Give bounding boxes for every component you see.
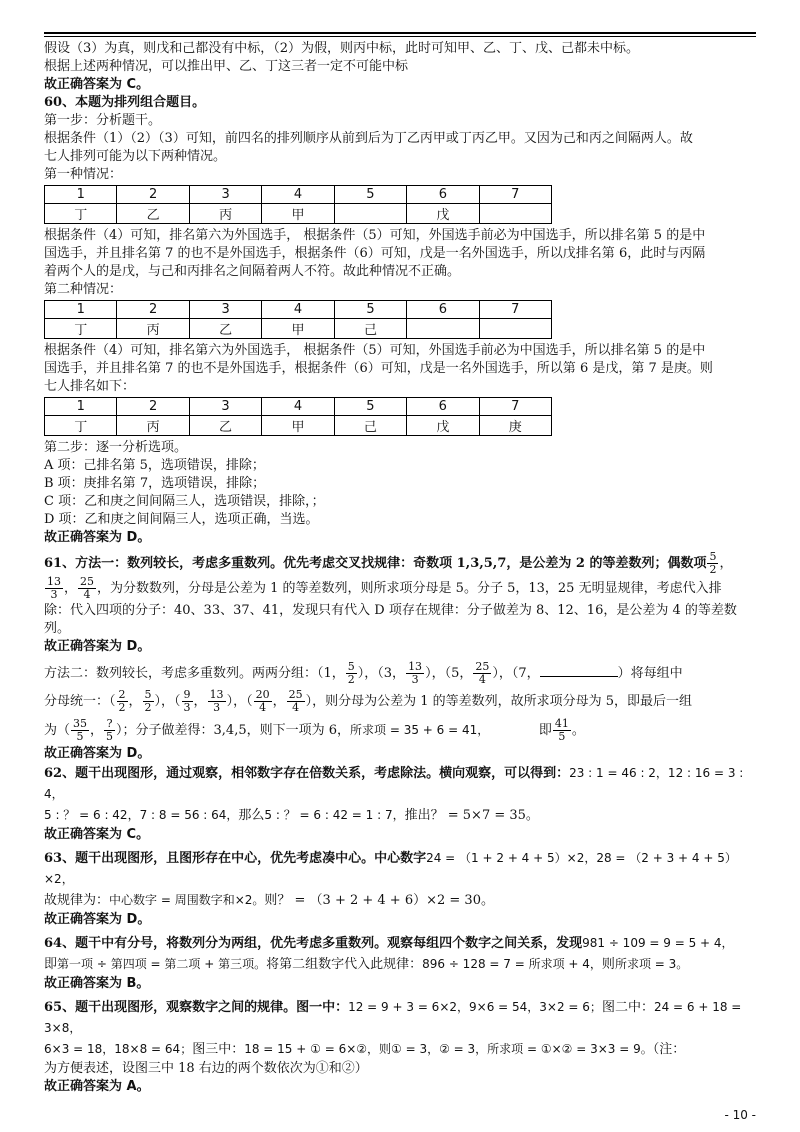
fraction-25-4: $\frac{25}{4}$ [80, 575, 95, 601]
method-2-line [44, 660, 756, 688]
text-line: 根据条件（4）可知，排名第六为外国选手， 根据条件（5）可知，外国选手前必为中国选手，所以排名第 5 的是中 [44, 343, 706, 358]
formula: 则① = 3，② = 3， [379, 1042, 488, 1056]
answer-61-method-2: 故正确答案为 D。 [44, 746, 151, 761]
table-row [45, 416, 552, 436]
text-line: 根据条件（1）（2）（3）可知，前四名的排列顺序从前到后为丁乙丙甲或丁丙乙甲。又因为己和丙之间隔两人。故 [44, 131, 693, 146]
formula: 981 ÷ 109 = 9 = 5 + 4， [582, 936, 734, 950]
table-cell [479, 319, 551, 339]
table-cell: 2 [117, 301, 189, 319]
q63-text: 则？ = （3 + 2 + 4 + 6）×2 = 30。 [264, 893, 494, 908]
question-65-line [44, 997, 756, 1039]
question-61-line: $\frac{13}{3}$ ， $\frac{25}{4}$ ，为分数数列，分母是公差为 1 的等差数列，则所求项分母是 5。分子 5，13，25 无明显规律，考虑代入排 [47, 575, 722, 601]
table-cell: 1 [45, 398, 117, 416]
ranking-table-1 [44, 185, 552, 224]
question-60: 60、本题为排列组合题目。 [44, 95, 206, 110]
formula: 中心数字 = 周围数字和×2。 [109, 893, 265, 907]
header-rule [44, 32, 756, 34]
document-body [44, 40, 756, 1096]
table-cell: 1 [45, 301, 117, 319]
table-cell: 3 [189, 301, 261, 319]
q64-text: 将第二组数字代入此规律： [266, 957, 423, 972]
fraction-41-5: $\frac{41}{5}$ [554, 717, 569, 743]
table-cell: 3 [189, 398, 261, 416]
answer-blank [540, 664, 618, 677]
table-cell: 4 [262, 186, 334, 204]
table-cell: 6 [407, 398, 479, 416]
table-cell: 4 [262, 398, 334, 416]
table-cell [479, 204, 551, 224]
formula: 6×3 = 18，18×8 = 64； [44, 1042, 193, 1056]
q64-text: 即 [44, 957, 58, 972]
step-2: 第二步：逐一分析选项。 [44, 440, 188, 455]
q61-text: ，为分数数列，分母是公差为 1 的等差数列，则所求项分母是 5。分子 5，13，25 无明显规律，考虑代入排 [97, 581, 722, 596]
table-cell: 3 [189, 186, 261, 204]
question-64-line [44, 954, 756, 975]
fraction-q-5: $\frac{?}{5}$ [106, 717, 114, 743]
table-row [45, 204, 552, 224]
table-row [45, 398, 552, 416]
question-62-line [44, 763, 756, 805]
m2-text: 分母统一：（ [44, 694, 116, 709]
text-line: 根据条件（4）可知，排名第六为外国选手， 根据条件（5）可知，外国选手前必为中国选手，所以排名第 5 的是中 [44, 228, 706, 243]
table-cell: 6 [407, 301, 479, 319]
table-cell: 甲 [262, 204, 334, 224]
m2-text: ）将每组中 [617, 666, 683, 681]
ranking-table-3 [44, 397, 552, 436]
table-cell: 2 [117, 398, 189, 416]
table-cell: 1 [45, 186, 117, 204]
ranking-table-2 [44, 300, 552, 339]
table-cell: 4 [262, 301, 334, 319]
table-cell [407, 319, 479, 339]
m2-text: ），（7， [492, 666, 540, 681]
formula: 23 : 1 = 46 : 2，12 : 16 = 3 : 4， [44, 766, 744, 801]
text-line: 列。 [44, 621, 71, 636]
table-cell: 乙 [189, 319, 261, 339]
formula: 所求项 = ①×② = 3×3 = 9。 [487, 1042, 653, 1056]
fraction-5-2: $\frac{5}{2}$ [347, 660, 355, 686]
table-cell: 5 [334, 186, 406, 204]
fraction-25-4: $\frac{25}{4}$ [475, 660, 490, 686]
q63-text: 故规律为： [44, 893, 110, 908]
table-row [45, 301, 552, 319]
table-cell: 7 [479, 398, 551, 416]
formula: 24 = 6 + 18 = 3×8， [44, 1000, 742, 1035]
text-line: 假设（3）为真，则戊和己都没有中标，（2）为假，则丙中标，此时可知甲、乙、丁、戊、己都未中标。 [44, 41, 640, 56]
q65-text: 图二中： [601, 1000, 654, 1015]
table-cell: 己 [334, 416, 406, 436]
table-cell: 己 [334, 319, 406, 339]
q65-text: （注： [652, 1042, 686, 1057]
formula: 5 : ？ = 6 : 42 = 1 : 7， [264, 808, 405, 822]
table-cell: 7 [479, 186, 551, 204]
table-cell: 甲 [262, 416, 334, 436]
table-cell: 5 [334, 301, 406, 319]
m2-text: ），（ [226, 694, 253, 709]
m2-text: ）；分子做差得：3,4,5，则下一项为 6， [116, 723, 351, 738]
table-row [45, 186, 552, 204]
answer-64: 故正确答案为 B。 [44, 976, 150, 991]
question-62-line [44, 805, 756, 826]
table-cell: 丁 [45, 416, 117, 436]
q63-text: 63、题干出现图形，且图形存在中心，优先考虑凑中心。中心数字 [44, 851, 427, 866]
option-d: D 项：乙和庚之间间隔三人，选项正确，当选。 [44, 512, 319, 527]
table-cell: 丁 [45, 204, 117, 224]
option-a: A 项：己排名第 5，选项错误，排除； [44, 458, 265, 473]
table-cell: 庚 [479, 416, 551, 436]
formula: 896 ÷ 128 = 7 = 所求项 + 4， [422, 957, 602, 971]
fraction-13-3: $\frac{13}{3}$ [209, 688, 224, 714]
q65-text: 图三中： [192, 1042, 245, 1057]
text-line: 除：代入四项的分子：40、33、37、41，发现只有代入 D 项存在规律：分子做差为 8、12、16，是公差为 4 的等差数 [44, 603, 737, 618]
table-cell: 丙 [117, 416, 189, 436]
m2-text: 为（ [44, 723, 71, 738]
fraction-13-3: $\frac{13}{3}$ [47, 575, 61, 601]
fraction-2-2: $\frac{2}{2}$ [118, 688, 126, 714]
q65-text: 65、题干出现图形，观察数字之间的规律。图一中： [44, 1000, 349, 1015]
step-1: 第一步：分析题干。 [44, 113, 162, 128]
answer-60: 故正确答案为 D。 [44, 530, 151, 545]
formula: 所求项 = 3。 [614, 957, 689, 971]
text-line: 着两个人的是戊，与己和丙排名之间隔着两人不符。故此种情况不正确。 [44, 264, 461, 279]
q61-text: 61、方法一：数列较长，考虑多重数列。优先考虑交叉找规律：奇数项 1,3,5,7，是公差为 2 的等差数列；偶数项 [44, 556, 707, 571]
table-cell: 乙 [189, 416, 261, 436]
question-63-line [44, 890, 756, 911]
answer-62: 故正确答案为 C。 [44, 827, 150, 842]
table-cell [334, 204, 406, 224]
question-61-line: 61、方法一：数列较长，考虑多重数列。优先考虑交叉找规律：奇数项 1,3,5,7，是公差为 2 的等差数列；偶数项 $\frac{5}{2}$ ， [44, 550, 733, 576]
m2-text: ），（ [154, 694, 181, 709]
fraction-5-2: $\frac{5}{2}$ [709, 550, 717, 576]
table-cell: 2 [117, 186, 189, 204]
header-rule-thin [44, 36, 756, 37]
fraction-25-4: $\frac{25}{4}$ [288, 688, 303, 714]
q62-text: 62、题干出现图形，通过观察，相邻数字存在倍数关系，考虑除法。横向观察，可以得到： [44, 766, 570, 781]
q64-text: 则 [601, 957, 615, 972]
answer-61-method-1: 故正确答案为 D。 [44, 639, 151, 654]
table-cell: 5 [334, 398, 406, 416]
table-cell: 丙 [117, 319, 189, 339]
fraction-5-2: $\frac{5}{2}$ [144, 688, 152, 714]
m2-text: ），则分母为公差为 1 的等差数列，故所求项分母为 5，即最后一组 [305, 694, 693, 709]
page-number: - 10 - [724, 1108, 756, 1122]
table-row [45, 319, 552, 339]
table-cell: 甲 [262, 319, 334, 339]
answer-59: 故正确答案为 C。 [44, 77, 150, 92]
m2-text: 方法二：数列较长，考虑多重数列。两两分组：（1， [44, 666, 345, 681]
formula: 5 : ？ = 6 : 42，7 : 8 = 56 : 64， [44, 808, 239, 822]
question-63-line [44, 848, 756, 890]
table-cell: 戊 [407, 204, 479, 224]
text-line: 国选手，并且排名第 7 的也不是外国选手，根据条件（6）可知，戊是一名外国选手，所以第 6 是戊，第 7 是庚。则 [44, 361, 713, 376]
q64-text: 64、题干中有分号，将数列分为两组，优先考虑多重数列。观察每组四个数字之间关系，发现 [44, 936, 583, 951]
fraction-13-3: $\frac{13}{3}$ [408, 660, 423, 686]
table-cell: 6 [407, 186, 479, 204]
formula: 所求项 = 35 + 6 = 41， [350, 723, 490, 737]
formula: 第一项 ÷ 第四项 = 第二项 + 第三项。 [57, 957, 267, 971]
formula: 18 = 15 + ① = 6×②， [244, 1042, 380, 1056]
text-line: 根据上述两种情况，可以推出甲、乙、丁这三者一定不可能中标 [44, 59, 409, 74]
table-cell: 丙 [189, 204, 261, 224]
table-cell: 丁 [45, 319, 117, 339]
option-c: C 项：乙和庚之间间隔三人，选项错误，排除，； [44, 494, 325, 509]
table-cell: 7 [479, 301, 551, 319]
text-line: 七人排名如下： [44, 379, 136, 394]
method-2-line: 分母统一：（ $\frac{2}{2}$ ， $\frac{5}{2}$ ），（ $\frac{9}{3}$ ， $\frac{13}{3}$ ），（ $\frac{20}{4}$ ， $\frac{25}{4}$ ），则分母为公差为 1 的等差数列，故所求项分母为 5，即最后一组 [44, 688, 693, 714]
method-2-line: 为（ $\frac{35}{5}$ ， $\frac{?}{5}$ ）；分子做差得：3,4,5，则下一项为 6，所求项 = 35 + 6 = 41， 即 $\frac{41}{5}$ 。 [44, 717, 585, 743]
answer-65: 故正确答案为 A。 [44, 1079, 150, 1094]
case-2-label: 第二种情况： [44, 282, 123, 297]
table-cell: 戊 [407, 416, 479, 436]
m2-text: 即 [538, 723, 552, 738]
formula: 24 = （1 + 2 + 4 + 5）×2，28 = （2 + 3 + 4 + 5）×2， [44, 851, 737, 886]
text-line: 七人排列可能为以下两种情况。 [44, 149, 227, 164]
m2-text: ），（5， [425, 666, 473, 681]
q62-text: 推出？ = 5×7 = 35。 [404, 808, 539, 823]
fraction-9-3: $\frac{9}{3}$ [183, 688, 191, 714]
option-b: B 项：庚排名第 7，选项错误，排除； [44, 476, 266, 491]
fraction-20-4: $\frac{20}{4}$ [255, 688, 270, 714]
q62-text: 那么 [238, 808, 265, 823]
question-64-line [44, 933, 756, 954]
text-line: 国选手，并且排名第 7 的也不是外国选手，根据条件（6）可知，戊是一名外国选手，所以戊排名第 6，此时与丙隔 [44, 246, 706, 261]
case-1-label: 第一种情况： [44, 167, 123, 182]
table-cell: 乙 [117, 204, 189, 224]
fraction-35-5: $\frac{35}{5}$ [73, 717, 88, 743]
m2-text: ， [90, 723, 104, 738]
answer-63: 故正确答案为 D。 [44, 912, 151, 927]
text-line: 为方便表述，设图三中 18 右边的两个数依次为①和②） [44, 1061, 368, 1076]
m2-text: ），（3， [357, 666, 406, 681]
question-65-line [44, 1039, 756, 1060]
formula: 12 = 9 + 3 = 6×2，9×6 = 54，3×2 = 6； [348, 1000, 602, 1014]
m2-text: ， [128, 694, 142, 709]
